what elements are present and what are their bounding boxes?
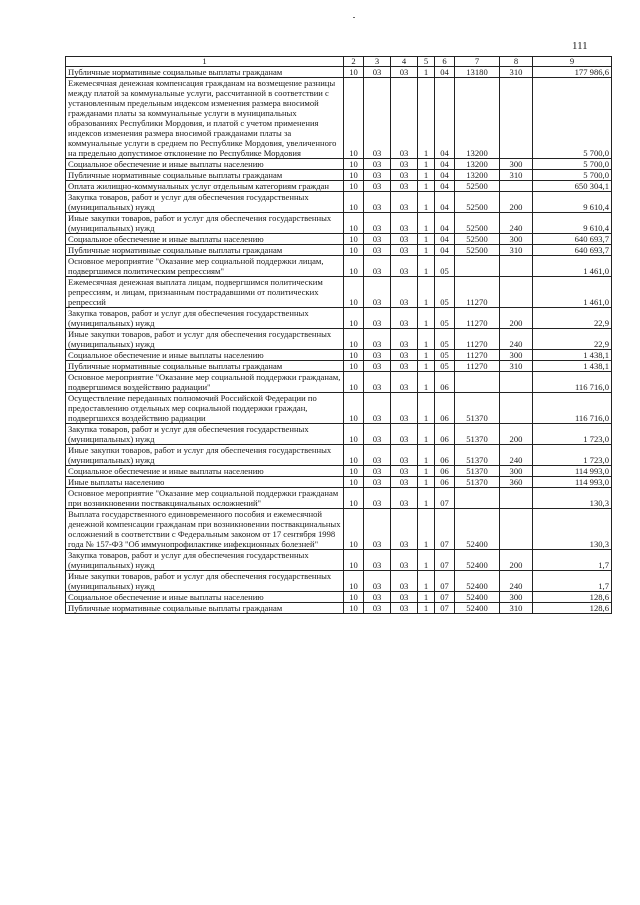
subsection-code-cell: 03	[364, 192, 391, 213]
section-code-cell: 10	[344, 67, 364, 78]
row-name-cell: Ежемесячная денежная компенсация гражданам на возмещение разницы между платой за коммунальные услуги, рассчитанной в соответствии с установленным предельным индексом изменения размера вносимой гражданами платы за коммунальные услуги в муниципальных образованиях Республики Мордовия, и платой с учетом применения индексов изменения размера вносимой гражданами платы за коммунальные услуги в среднем по Республике Мордовия, увеличенного на предельно допустимое отклонение по Республике Мордовия	[66, 78, 344, 159]
row-name-cell: Публичные нормативные социальные выплаты гражданам	[66, 67, 344, 78]
program-code-cell: 03	[391, 78, 418, 159]
row-name-cell: Публичные нормативные социальные выплаты гражданам	[66, 170, 344, 181]
activity-code-cell: 04	[435, 170, 455, 181]
amount-cell: 1,7	[533, 571, 612, 592]
expense-type-cell: 200	[500, 192, 533, 213]
column-header: 8	[500, 57, 533, 67]
section-code-cell: 10	[344, 308, 364, 329]
section-code-cell: 10	[344, 372, 364, 393]
table-row	[66, 477, 612, 488]
amount-cell: 114 993,0	[533, 466, 612, 477]
table-row	[66, 445, 612, 466]
expense-type-cell: 200	[500, 550, 533, 571]
table-row	[66, 213, 612, 234]
expense-type-cell: 310	[500, 170, 533, 181]
target-code-cell: 13180	[455, 67, 500, 78]
amount-cell: 5 700,0	[533, 159, 612, 170]
table-row	[66, 78, 612, 159]
table-row	[66, 571, 612, 592]
target-code-cell: 13200	[455, 159, 500, 170]
program-code-cell: 03	[391, 234, 418, 245]
section-code-cell: 10	[344, 170, 364, 181]
row-name-cell: Социальное обеспечение и иные выплаты населению	[66, 466, 344, 477]
subprogram-code-cell: 1	[418, 170, 435, 181]
expense-type-cell	[500, 372, 533, 393]
activity-code-cell: 07	[435, 509, 455, 550]
program-code-cell: 03	[391, 329, 418, 350]
target-code-cell: 51370	[455, 466, 500, 477]
subsection-code-cell: 03	[364, 67, 391, 78]
amount-cell: 1 461,0	[533, 277, 612, 308]
row-name-cell: Публичные нормативные социальные выплаты гражданам	[66, 245, 344, 256]
activity-code-cell: 06	[435, 372, 455, 393]
table-row	[66, 181, 612, 192]
program-code-cell: 03	[391, 350, 418, 361]
section-code-cell: 10	[344, 192, 364, 213]
expense-type-cell: 300	[500, 234, 533, 245]
subprogram-code-cell: 1	[418, 245, 435, 256]
subsection-code-cell: 03	[364, 372, 391, 393]
activity-code-cell: 04	[435, 213, 455, 234]
program-code-cell: 03	[391, 277, 418, 308]
amount-cell: 22,9	[533, 329, 612, 350]
expense-type-cell	[500, 78, 533, 159]
row-name-cell: Закупка товаров, работ и услуг для обеспечения государственных (муниципальных) нужд	[66, 308, 344, 329]
subsection-code-cell: 03	[364, 170, 391, 181]
activity-code-cell: 04	[435, 78, 455, 159]
row-name-cell: Основное мероприятие "Оказание мер социальной поддержки гражданам при возникновении поствакцинальных осложнений"	[66, 488, 344, 509]
activity-code-cell: 07	[435, 571, 455, 592]
subprogram-code-cell: 1	[418, 350, 435, 361]
activity-code-cell: 05	[435, 277, 455, 308]
column-header: 9	[533, 57, 612, 67]
column-header: 4	[391, 57, 418, 67]
program-code-cell: 03	[391, 466, 418, 477]
subprogram-code-cell: 1	[418, 466, 435, 477]
subsection-code-cell: 03	[364, 181, 391, 192]
table-row	[66, 424, 612, 445]
scan-speck	[353, 17, 355, 18]
activity-code-cell: 04	[435, 245, 455, 256]
activity-code-cell: 07	[435, 592, 455, 603]
program-code-cell: 03	[391, 477, 418, 488]
subprogram-code-cell: 1	[418, 213, 435, 234]
row-name-cell: Основное мероприятие "Оказание мер социальной поддержки гражданам, подвергшимся воздействию радиации"	[66, 372, 344, 393]
amount-cell: 9 610,4	[533, 213, 612, 234]
row-name-cell: Социальное обеспечение и иные выплаты населению	[66, 350, 344, 361]
subprogram-code-cell: 1	[418, 477, 435, 488]
subprogram-code-cell: 1	[418, 78, 435, 159]
table-row	[66, 372, 612, 393]
subprogram-code-cell: 1	[418, 256, 435, 277]
column-header: 7	[455, 57, 500, 67]
expense-type-cell	[500, 277, 533, 308]
expense-type-cell: 300	[500, 350, 533, 361]
program-code-cell: 03	[391, 445, 418, 466]
subsection-code-cell: 03	[364, 550, 391, 571]
subsection-code-cell: 03	[364, 445, 391, 466]
expense-type-cell: 240	[500, 445, 533, 466]
activity-code-cell: 04	[435, 234, 455, 245]
activity-code-cell: 07	[435, 488, 455, 509]
program-code-cell: 03	[391, 603, 418, 614]
program-code-cell: 03	[391, 592, 418, 603]
amount-cell: 177 986,6	[533, 67, 612, 78]
row-name-cell: Иные закупки товаров, работ и услуг для обеспечения государственных (муниципальных) нужд	[66, 445, 344, 466]
activity-code-cell: 04	[435, 159, 455, 170]
expense-type-cell: 200	[500, 308, 533, 329]
subsection-code-cell: 03	[364, 277, 391, 308]
section-code-cell: 10	[344, 393, 364, 424]
target-code-cell: 52400	[455, 509, 500, 550]
target-code-cell: 11270	[455, 350, 500, 361]
row-name-cell: Социальное обеспечение и иные выплаты населению	[66, 234, 344, 245]
section-code-cell: 10	[344, 159, 364, 170]
subprogram-code-cell: 1	[418, 393, 435, 424]
section-code-cell: 10	[344, 245, 364, 256]
subprogram-code-cell: 1	[418, 372, 435, 393]
subsection-code-cell: 03	[364, 213, 391, 234]
subprogram-code-cell: 1	[418, 592, 435, 603]
column-header: 6	[435, 57, 455, 67]
subprogram-code-cell: 1	[418, 488, 435, 509]
program-code-cell: 03	[391, 213, 418, 234]
subsection-code-cell: 03	[364, 78, 391, 159]
target-code-cell: 11270	[455, 277, 500, 308]
amount-cell: 1 723,0	[533, 424, 612, 445]
target-code-cell: 51370	[455, 424, 500, 445]
subprogram-code-cell: 1	[418, 181, 435, 192]
activity-code-cell: 06	[435, 424, 455, 445]
table-row	[66, 509, 612, 550]
amount-cell: 1 723,0	[533, 445, 612, 466]
subsection-code-cell: 03	[364, 592, 391, 603]
activity-code-cell: 04	[435, 192, 455, 213]
subprogram-code-cell: 1	[418, 603, 435, 614]
table-row	[66, 67, 612, 78]
amount-cell: 128,6	[533, 603, 612, 614]
section-code-cell: 10	[344, 603, 364, 614]
row-name-cell: Иные закупки товаров, работ и услуг для обеспечения государственных (муниципальных) нужд	[66, 329, 344, 350]
activity-code-cell: 05	[435, 256, 455, 277]
target-code-cell: 52400	[455, 571, 500, 592]
subsection-code-cell: 03	[364, 256, 391, 277]
target-code-cell: 13200	[455, 78, 500, 159]
section-code-cell: 10	[344, 361, 364, 372]
amount-cell: 22,9	[533, 308, 612, 329]
expense-type-cell	[500, 393, 533, 424]
expense-type-cell: 240	[500, 329, 533, 350]
subsection-code-cell: 03	[364, 308, 391, 329]
subsection-code-cell: 03	[364, 466, 391, 477]
table-row	[66, 393, 612, 424]
target-code-cell: 51370	[455, 393, 500, 424]
amount-cell: 1 461,0	[533, 256, 612, 277]
subprogram-code-cell: 1	[418, 424, 435, 445]
subsection-code-cell: 03	[364, 329, 391, 350]
program-code-cell: 03	[391, 393, 418, 424]
expense-type-cell	[500, 488, 533, 509]
target-code-cell: 51370	[455, 477, 500, 488]
amount-cell: 5 700,0	[533, 170, 612, 181]
subprogram-code-cell: 1	[418, 361, 435, 372]
program-code-cell: 03	[391, 488, 418, 509]
table-row	[66, 277, 612, 308]
column-header: 2	[344, 57, 364, 67]
target-code-cell: 52400	[455, 592, 500, 603]
program-code-cell: 03	[391, 424, 418, 445]
subsection-code-cell: 03	[364, 361, 391, 372]
table-row	[66, 361, 612, 372]
activity-code-cell: 05	[435, 350, 455, 361]
subsection-code-cell: 03	[364, 350, 391, 361]
column-header: 5	[418, 57, 435, 67]
section-code-cell: 10	[344, 488, 364, 509]
expense-type-cell: 360	[500, 477, 533, 488]
target-code-cell: 13200	[455, 170, 500, 181]
expense-type-cell: 300	[500, 466, 533, 477]
section-code-cell: 10	[344, 277, 364, 308]
program-code-cell: 03	[391, 550, 418, 571]
row-name-cell: Закупка товаров, работ и услуг для обеспечения государственных (муниципальных) нужд	[66, 424, 344, 445]
expense-type-cell: 240	[500, 571, 533, 592]
section-code-cell: 10	[344, 445, 364, 466]
table-row	[66, 603, 612, 614]
program-code-cell: 03	[391, 181, 418, 192]
subprogram-code-cell: 1	[418, 509, 435, 550]
amount-cell: 640 693,7	[533, 245, 612, 256]
subprogram-code-cell: 1	[418, 234, 435, 245]
expense-type-cell: 300	[500, 159, 533, 170]
section-code-cell: 10	[344, 181, 364, 192]
section-code-cell: 10	[344, 78, 364, 159]
subprogram-code-cell: 1	[418, 329, 435, 350]
activity-code-cell: 06	[435, 477, 455, 488]
amount-cell: 1 438,1	[533, 361, 612, 372]
subprogram-code-cell: 1	[418, 192, 435, 213]
target-code-cell: 52400	[455, 603, 500, 614]
expense-type-cell: 310	[500, 67, 533, 78]
row-name-cell: Иные выплаты населению	[66, 477, 344, 488]
row-name-cell: Социальное обеспечение и иные выплаты населению	[66, 592, 344, 603]
subprogram-code-cell: 1	[418, 445, 435, 466]
program-code-cell: 03	[391, 571, 418, 592]
amount-cell: 116 716,0	[533, 393, 612, 424]
amount-cell: 1,7	[533, 550, 612, 571]
amount-cell: 5 700,0	[533, 78, 612, 159]
row-name-cell: Оплата жилищно-коммунальных услуг отдельным категориям граждан	[66, 181, 344, 192]
column-number-row	[66, 57, 612, 67]
program-code-cell: 03	[391, 256, 418, 277]
subsection-code-cell: 03	[364, 424, 391, 445]
row-name-cell: Публичные нормативные социальные выплаты гражданам	[66, 603, 344, 614]
activity-code-cell: 05	[435, 308, 455, 329]
target-code-cell: 52500	[455, 213, 500, 234]
target-code-cell: 51370	[455, 445, 500, 466]
expense-type-cell: 310	[500, 361, 533, 372]
amount-cell: 114 993,0	[533, 477, 612, 488]
row-name-cell: Ежемесячная денежная выплата лицам, подвергшимся политическим репрессиям, и лицам, признанным пострадавшими от политических репрессий	[66, 277, 344, 308]
program-code-cell: 03	[391, 192, 418, 213]
section-code-cell: 10	[344, 350, 364, 361]
expense-type-cell	[500, 181, 533, 192]
activity-code-cell: 07	[435, 603, 455, 614]
expense-type-cell	[500, 509, 533, 550]
table-row	[66, 466, 612, 477]
subprogram-code-cell: 1	[418, 571, 435, 592]
subsection-code-cell: 03	[364, 603, 391, 614]
table-row	[66, 192, 612, 213]
section-code-cell: 10	[344, 571, 364, 592]
section-code-cell: 10	[344, 592, 364, 603]
row-name-cell: Публичные нормативные социальные выплаты гражданам	[66, 361, 344, 372]
expense-type-cell: 240	[500, 213, 533, 234]
program-code-cell: 03	[391, 509, 418, 550]
section-code-cell: 10	[344, 256, 364, 277]
subsection-code-cell: 03	[364, 477, 391, 488]
row-name-cell: Основное мероприятие "Оказание мер социальной поддержки лицам, подвергшимся политическим репрессиям"	[66, 256, 344, 277]
target-code-cell: 52500	[455, 181, 500, 192]
activity-code-cell: 07	[435, 550, 455, 571]
program-code-cell: 03	[391, 159, 418, 170]
amount-cell: 130,3	[533, 488, 612, 509]
section-code-cell: 10	[344, 466, 364, 477]
subsection-code-cell: 03	[364, 245, 391, 256]
table-row	[66, 308, 612, 329]
row-name-cell: Иные закупки товаров, работ и услуг для обеспечения государственных (муниципальных) нужд	[66, 571, 344, 592]
row-name-cell: Закупка товаров, работ и услуг для обеспечения государственных (муниципальных) нужд	[66, 192, 344, 213]
subsection-code-cell: 03	[364, 488, 391, 509]
table-row	[66, 170, 612, 181]
budget-table	[65, 56, 612, 614]
target-code-cell: 11270	[455, 329, 500, 350]
expense-type-cell: 310	[500, 603, 533, 614]
table-row	[66, 256, 612, 277]
activity-code-cell: 06	[435, 466, 455, 477]
amount-cell: 640 693,7	[533, 234, 612, 245]
table-row	[66, 234, 612, 245]
expense-type-cell	[500, 256, 533, 277]
subprogram-code-cell: 1	[418, 277, 435, 308]
target-code-cell: 11270	[455, 361, 500, 372]
activity-code-cell: 05	[435, 329, 455, 350]
activity-code-cell: 05	[435, 361, 455, 372]
program-code-cell: 03	[391, 372, 418, 393]
table-row	[66, 245, 612, 256]
activity-code-cell: 06	[435, 393, 455, 424]
expense-type-cell: 310	[500, 245, 533, 256]
program-code-cell: 03	[391, 170, 418, 181]
section-code-cell: 10	[344, 550, 364, 571]
subprogram-code-cell: 1	[418, 159, 435, 170]
page-number: 111	[572, 40, 588, 52]
section-code-cell: 10	[344, 234, 364, 245]
subsection-code-cell: 03	[364, 393, 391, 424]
subsection-code-cell: 03	[364, 234, 391, 245]
table-row	[66, 159, 612, 170]
program-code-cell: 03	[391, 67, 418, 78]
row-name-cell: Выплата государственного единовременного пособия и ежемесячной денежной компенсации гражданам при возникновении поствакцинальных осложнений в соответствии с Федеральным законом от 17 сентября 1998 года № 157-ФЗ "Об иммунопрофилактике инфекционных болезней"	[66, 509, 344, 550]
program-code-cell: 03	[391, 308, 418, 329]
target-code-cell: 52500	[455, 192, 500, 213]
program-code-cell: 03	[391, 245, 418, 256]
table-row	[66, 592, 612, 603]
section-code-cell: 10	[344, 329, 364, 350]
amount-cell: 128,6	[533, 592, 612, 603]
subprogram-code-cell: 1	[418, 67, 435, 78]
expense-type-cell: 200	[500, 424, 533, 445]
column-header: 3	[364, 57, 391, 67]
activity-code-cell: 04	[435, 67, 455, 78]
row-name-cell: Иные закупки товаров, работ и услуг для обеспечения государственных (муниципальных) нужд	[66, 213, 344, 234]
table-row	[66, 488, 612, 509]
section-code-cell: 10	[344, 509, 364, 550]
target-code-cell: 11270	[455, 308, 500, 329]
target-code-cell: 52500	[455, 234, 500, 245]
amount-cell: 116 716,0	[533, 372, 612, 393]
row-name-cell: Осуществление переданных полномочий Российской Федерации по предоставлению отдельных мер социальной поддержки граждан, подвергшихся воздействию радиации	[66, 393, 344, 424]
subsection-code-cell: 03	[364, 571, 391, 592]
row-name-cell: Социальное обеспечение и иные выплаты населению	[66, 159, 344, 170]
section-code-cell: 10	[344, 213, 364, 234]
expense-type-cell: 300	[500, 592, 533, 603]
row-name-cell: Закупка товаров, работ и услуг для обеспечения государственных (муниципальных) нужд	[66, 550, 344, 571]
target-code-cell: 52500	[455, 245, 500, 256]
subsection-code-cell: 03	[364, 159, 391, 170]
activity-code-cell: 04	[435, 181, 455, 192]
table-row	[66, 329, 612, 350]
target-code-cell	[455, 488, 500, 509]
target-code-cell	[455, 372, 500, 393]
table-row	[66, 550, 612, 571]
section-code-cell: 10	[344, 477, 364, 488]
subprogram-code-cell: 1	[418, 550, 435, 571]
target-code-cell: 52400	[455, 550, 500, 571]
amount-cell: 650 304,1	[533, 181, 612, 192]
target-code-cell	[455, 256, 500, 277]
program-code-cell: 03	[391, 361, 418, 372]
section-code-cell: 10	[344, 424, 364, 445]
activity-code-cell: 06	[435, 445, 455, 466]
subsection-code-cell: 03	[364, 509, 391, 550]
table-row	[66, 350, 612, 361]
amount-cell: 1 438,1	[533, 350, 612, 361]
column-header: 1	[66, 57, 344, 67]
amount-cell: 9 610,4	[533, 192, 612, 213]
subprogram-code-cell: 1	[418, 308, 435, 329]
amount-cell: 130,3	[533, 509, 612, 550]
